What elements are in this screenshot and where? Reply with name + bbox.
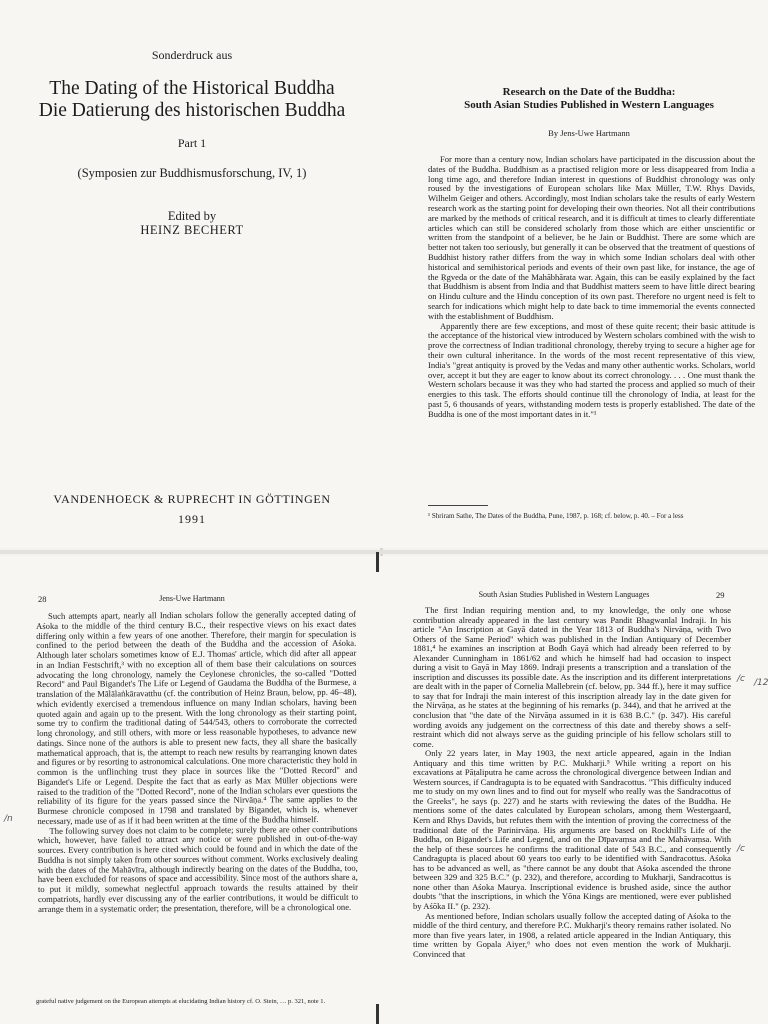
article-title-line-2: South Asian Studies Published in Western Languages bbox=[464, 99, 714, 111]
publication-year: 1991 bbox=[178, 512, 206, 526]
footnote: grateful native judgement on the European attempts at elucidating Indian history cf. O. Stein, … p. 321, note 1. bbox=[36, 998, 326, 1005]
page-number: 29 bbox=[716, 590, 725, 600]
title-page bbox=[0, 0, 384, 548]
page-gutter-horizontal bbox=[0, 550, 768, 554]
paragraph: The first Indian requiring mention and, to my knowledge, the only one whose contribution already appeared in the last century was Pandit Bhagwanlal Indraji. In his article "An Inscription at Gayā dated in the Year 1813 of Buddha's Nirvāṇa, with Two Others of the Same Period" which was published in the Indian Antiquary of December 1881,⁴ he examines an inscription at Bodh Gayā which had already been referred to by Alexander Cunningham in 1861/62 and which he himself had had occasion to inspect during a visit to Gayā in May 1869. Indraji presents a transcription and a translation of the inscription and discusses its possible date. As the inscription and its different interpretations are dealt with in the paper of Cornelia Mallebrein (cf. below, pp. 344 ff.), here it may suffice to say that for Indraji the main interest of this inscription already lay in the date given for the Nirvāṇa, as he states at the beginning of his remarks (p. 344), and that he arrived at the conclusion that "the date of the Nirvāṇa assumed in it is 638 B.C." (p. 347). His careful wording avoids any judgement on the correctness of this date and thereby shows a self-restraint which did not always serve as the guiding principle of his fellow scholars still to come. bbox=[413, 605, 731, 749]
paragraph: Only 22 years later, in May 1903, the next article appeared, again in the Indian Antiquary and this time written by P.C. Mukharji.⁵ While writing a report on his excavations at Pāṭaliputra he came across the chronological divergence between Indian and Western sources, if Candragupta is to be equated with Sandracottus. "This difficulty induced me to study on my own lines and to find out for myself who really was the Sandracottus of the Greeks", he says (p. 227) and he starts with reviewing the dates of the Buddha. He mentions some of the dates calculated by European scholars, among them Westergaard, Kern and Rhys Davids, but refutes them with the intention of proving the correctness of the traditional date of the Parinirvāṇa. His arguments are based on Rockhill's Life of the Buddha, on Bigandet's Life and Legend, and on the Dīpavaṃsa and the Mahāvaṃsa. With the help of these sources he confirms the traditional date of 543 B.C., and consequently Candragupta is placed about 60 years too early to be identified with Sandracottus. Aśoka has to be advanced as well, as "there cannot be any doubt that Aśoka ascended the throne between 329 and 325 B.C." (p. 232), and therefore, according to Mukharji, Sandracottus is none other than Aśoka Maurya. Inscriptional evidence is brushed aside, since the author doubts "that the inscriptions, in which the Yōna Kings are mentioned, were ever published by Aśōka II." (p. 232). bbox=[413, 748, 731, 911]
margin-note: /n bbox=[4, 814, 13, 824]
article-author: By Jens-Uwe Hartmann bbox=[548, 128, 630, 138]
page-number: 28 bbox=[38, 594, 47, 604]
margin-note: /12 bbox=[754, 678, 768, 688]
sonderdruck-label: Sonderdruck aus bbox=[151, 48, 233, 62]
running-head: South Asian Studies Published in Western Languages bbox=[478, 590, 650, 599]
paragraph: Apparently there are few exceptions, and most of these quite recent; their basic attitude is the acceptance of the historical view introduced by Western scholars combined with the wish to prove the correctness of Indian traditional chronology, thereby trying to secure a higher age for their own cultural inheritance. In the words of the most recent representative of this view, India's "great antiquity is proved by the Vedas and many other authentic works. Scholars, world over, accept it but they are eager to know about its correct chronology. . . . One must thank the Western scholars because it was they who had started the process and applied so much of their energies to this task. The efforts should continue till the chronology of India, at least for the past 5, 6 thousands of years, withstanding modern tests is properly established. The date of the Buddha is one of the most important dates in it."¹ bbox=[428, 320, 755, 419]
page-body bbox=[36, 610, 358, 914]
edited-by-label: Edited by bbox=[167, 209, 217, 223]
margin-note: /c bbox=[737, 844, 745, 854]
series-label: (Symposien zur Buddhismusforschung, IV, 1) bbox=[77, 166, 307, 180]
scan-mark bbox=[376, 552, 379, 572]
book-title-english: The Dating of the Historical Buddha bbox=[49, 78, 335, 99]
article-title bbox=[414, 86, 764, 112]
page-29 bbox=[384, 556, 768, 1024]
paragraph: For more than a century now, Indian scholars have participated in the discussion about the dates of the Buddha. Buddhism as a practised religion more or less disappeared from India a long time ago, and therefore Indian interest in questions of Buddhist chronology was only roused by the investigations of European scholars like Max Müller, T.W. Rhys Davids, Wilhelm Geiger and others. Accordingly, most Indian scholars take the results of early Western research work as the starting point for developing their own theories. Not all their contributions are marked by the methods of critical research, and it is difficult at times to clearly differentiate articles which can still be considered scholarly from those which are either unscientific or written from the standpoint of a believer, be he Jain or Buddhist. There are some which are better not taken too seriously, but generally it can be observed that the treatment of questions of Buddhist history rather differs from the way in which some Indian scholars deal with other historical and semihistorical periods and events of their own past like, for instance, the age of the Ṛgveda or the date of the Mahābhārata war. Again, this can be easily explained by the fact that Buddhism is absent from India and that Buddhist matters seem to have little direct bearing on Hindu culture and the Hindu conception of its own past. Therefore no urgent need is felt to search for indications which might help to date back to time immemorial the events connected with the establishment of Buddhism. bbox=[428, 154, 755, 321]
scan-mark bbox=[376, 1004, 379, 1024]
page-28 bbox=[0, 556, 384, 1024]
article-title-line-1: Research on the Date of the Buddha: bbox=[502, 86, 676, 98]
paragraph: As mentioned before, Indian scholars usually follow the accepted dating of Aśoka to the middle of the third century, and therefore P.C. Mukharji's theory remains rather isolated. No more than five years later, in 1908, a related article appeared in the Indian Antiquary, this time written by Gopala Aiyer,⁶ who does not even mention the work of Mukharji. Convinced that bbox=[413, 910, 731, 959]
article-first-page bbox=[384, 0, 768, 548]
paragraph: Such attempts apart, nearly all Indian scholars follow the generally accepted dating of Aśoka to the middle of the third century B.C., their respective views on his exact dates differing only within a few years of one another. Therefore, their margin for speculation is confined to the period between the death of the Buddha and the accession of Aśoka. Although later scholars sometimes know of E.J. Thomas' article, which did after all appear in an Indian Festschrift,³ with no exception all of them base their calculations on sources advocating the long chronology, namely the Ceylonese chronicles, the so-called "Dotted Record" and Paul Bigandet's The Life or Legend of Gaudama the Buddha of the Burmese, a translation of the Mālālaṅkāravatthu (cf. the contribution of Heinz Braun, below, pp. 46–48), which evidently exercised a tremendous influence on many Indian scholars, having been quoted again and again up to the present. With the long chronology as their starting point, some try to confirm the traditional dating of 544/543, others to corroborate the corrected long chronology, and still others, with more or less reasonable hypotheses, to advance new datings. Since none of the authors is able to present new facts, they all share the basically mathematical approach, that is, the attempt to reach new results by rearranging known dates and figures or by resorting to astronomical calculations. One more characteristic they hold in common is the unflinching trust they place in sources like the "Dotted Record" and Bigandet's Life or Legend. Despite the fact that as early as Max Müller objections were raised to the tradition of the "Dotted Record", none of the Indian scholars ever questions the reliability of its figure for the years passed since the Nirvāṇa.⁴ The same applies to the Burmese chronicle composed in 1798 and translated by Bigandet, which is, whenever necessary, made use of as if it had been written at the time of the Buddha himself. bbox=[36, 608, 358, 826]
footnote: ¹ Shriram Sathe, The Dates of the Buddha, Pune, 1987, p. 168; cf. below, p. 40. – For a less bbox=[428, 512, 684, 520]
book-title-german: Die Datierung des historischen Buddha bbox=[38, 100, 346, 121]
paragraph: The following survey does not claim to be complete; surely there are other contributions which, however, have failed to attract any notice or were published in out-of-the-way sources. Every contribution is here cited which could be found and in which the date of the Buddha is not simply taken from other sources without comment. Works exclusively dealing with the dates of the Mahāvīra, although indirectly bearing on the dates of the Buddha, too, have been excluded for reasons of space and accessibility. Since most of the authors share a, to put it mildly, somewhat neglectful approach towards the results attained by their compatriots, hardly ever discussing any of the earlier contributions, it would be difficult to arrange them in a systematic order; the presentation, therefore, will be a chronological one. bbox=[37, 823, 359, 914]
page-body bbox=[413, 606, 731, 959]
footnote-rule bbox=[428, 505, 488, 506]
margin-note: /c bbox=[737, 674, 745, 684]
editor-name: HEINZ BECHERT bbox=[140, 223, 244, 237]
part-label: Part 1 bbox=[177, 136, 207, 150]
publisher-name: VANDENHOECK & RUPRECHT IN GÖTTINGEN bbox=[53, 492, 331, 506]
article-body bbox=[428, 155, 755, 420]
running-head: Jens-Uwe Hartmann bbox=[159, 594, 225, 603]
